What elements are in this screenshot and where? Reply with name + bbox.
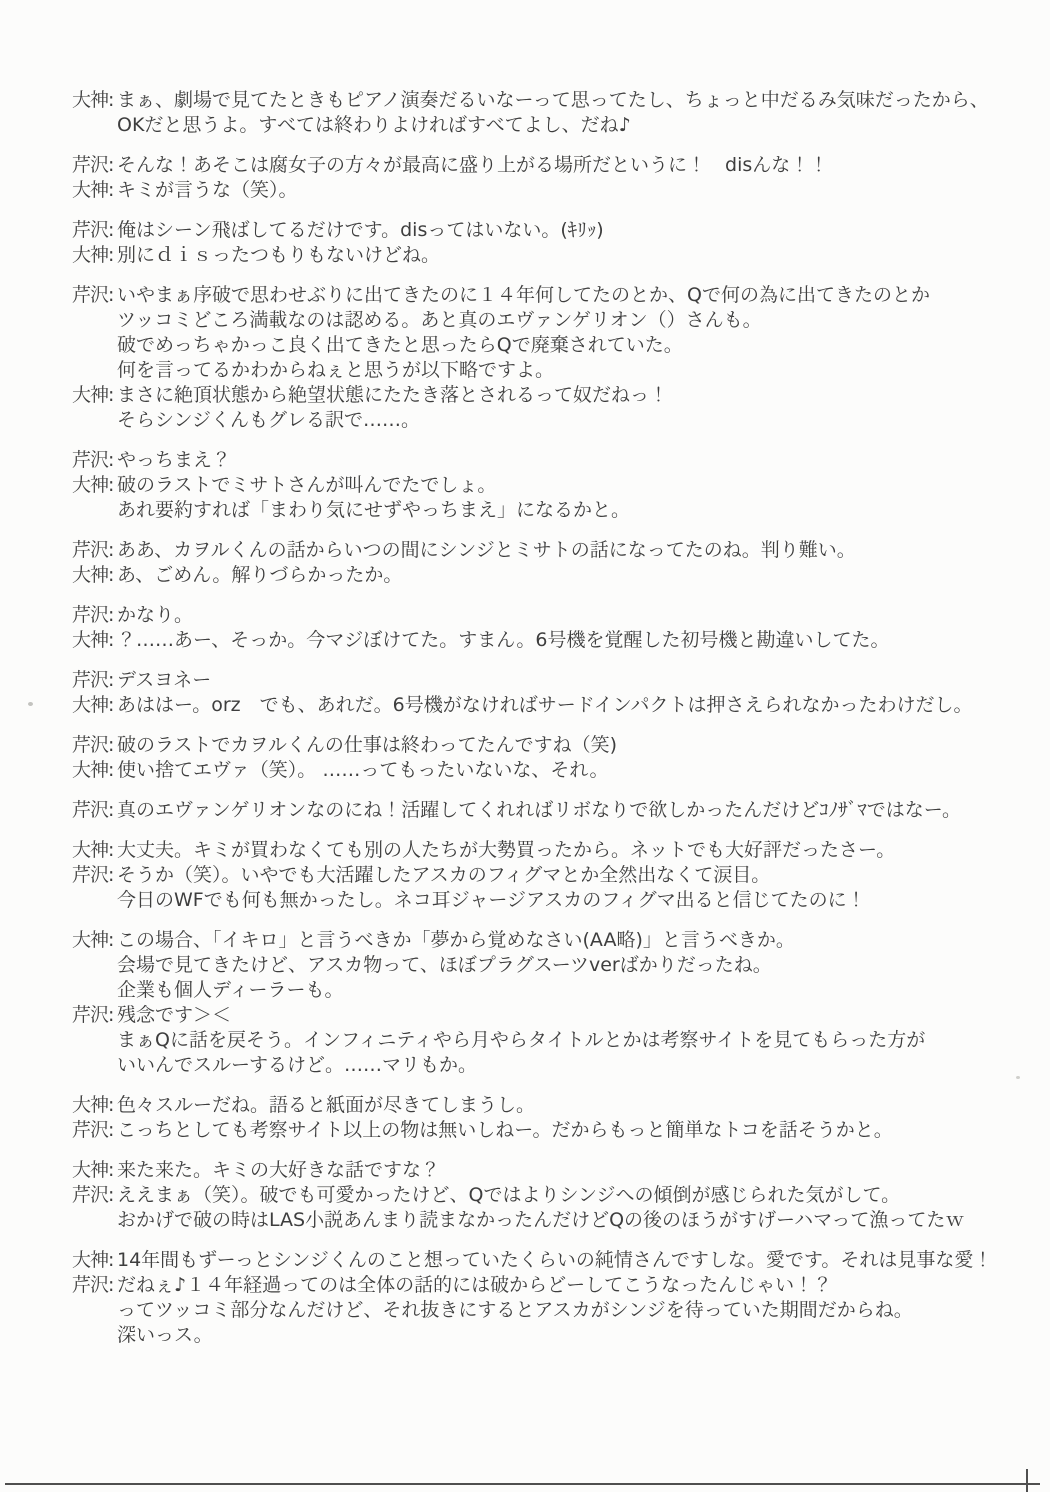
dialogue-line: ええまぁ（笑）。破でも可愛かったけど、Qではよりシンジへの傾倒が感じられた気がして。 bbox=[117, 1184, 901, 1206]
dialogue-line: こっちとしても考察サイト以上の物は無いしねー。だからもっと簡単なトコを話そうかと。 bbox=[117, 1119, 893, 1141]
dialogue-entry bbox=[72, 693, 1032, 718]
dialogue-block bbox=[72, 1093, 1032, 1143]
dialogue-block bbox=[72, 668, 1032, 718]
dialogue-entry bbox=[72, 928, 1032, 1003]
dialogue-entry bbox=[72, 153, 1032, 178]
dialogue-block bbox=[72, 1248, 1032, 1348]
dialogue-entry bbox=[72, 448, 1032, 473]
speaker-label: 大神: bbox=[72, 1249, 114, 1271]
dialogue-entry bbox=[72, 178, 1032, 203]
dialogue-line: 会場で見てきたけど、アスカ物って、ほぼプラグスーツverばかりだったね。 bbox=[117, 954, 772, 976]
speaker-label: 芹沢: bbox=[72, 1119, 114, 1141]
dialogue-entry bbox=[72, 383, 1032, 433]
scan-speck bbox=[28, 702, 33, 706]
dialogue-block bbox=[72, 538, 1032, 588]
dialogue-block bbox=[72, 153, 1032, 203]
speaker-label: 大神: bbox=[72, 384, 114, 406]
dialogue-line: 色々スルーだね。語ると紙面が尽きてしまうし。 bbox=[117, 1094, 536, 1116]
dialogue-line: キミが言うな（笑）。 bbox=[117, 179, 298, 201]
dialogue-line: あ、ごめん。解りづらかったか。 bbox=[117, 564, 403, 586]
scan-edge-tick bbox=[1026, 1469, 1028, 1492]
dialogue-entry bbox=[72, 218, 1032, 243]
dialogue-entry bbox=[72, 1003, 1032, 1078]
dialogue-entry bbox=[72, 1183, 1032, 1233]
dialogue-line: 破のラストでカヲルくんの仕事は終わってたんですね（笑) bbox=[117, 734, 618, 756]
dialogue-block bbox=[72, 88, 1032, 138]
dialogue-entry bbox=[72, 1118, 1032, 1143]
dialogue-entry bbox=[72, 798, 1032, 823]
dialogue-line: そんな！あそこは腐女子の方々が最高に盛り上がる場所だというに！ disんな！！ bbox=[117, 154, 829, 176]
speaker-label: 芹沢: bbox=[72, 734, 114, 756]
speaker-label: 芹沢: bbox=[72, 449, 114, 471]
dialogue-entry bbox=[72, 1248, 1032, 1273]
dialogue-entry bbox=[72, 1093, 1032, 1118]
dialogue-line: ？……あー、そっか。今マジぼけてた。すまん。6号機を覚醒した初号機と勘違いしてた。 bbox=[117, 629, 890, 651]
dialogue-line: 14年間もずーっとシンジくんのこと想っていたくらいの純情さんですしな。愛です。それは見事な愛！ bbox=[117, 1249, 993, 1271]
scan-edge-line bbox=[5, 1483, 1040, 1485]
dialogue-line: ってツッコミ部分なんだけど、それ抜きにするとアスカがシンジを待っていた期間だからね。 bbox=[117, 1299, 913, 1321]
speaker-label: 大神: bbox=[72, 244, 114, 266]
dialogue-transcript bbox=[72, 88, 1032, 1348]
dialogue-line: そらシンジくんもグレる訳で……。 bbox=[117, 409, 421, 431]
dialogue-line: やっちまえ？ bbox=[117, 449, 232, 471]
dialogue-line: 破でめっちゃかっこ良く出てきたと思ったらQで廃棄されていた。 bbox=[117, 334, 683, 356]
speaker-label: 芹沢: bbox=[72, 219, 114, 241]
dialogue-line: ああ、カヲルくんの話からいつの間にシンジとミサトの話になってたのね。判り難い。 bbox=[117, 539, 856, 561]
dialogue-line: いいんでスルーするけど。……マリもか。 bbox=[117, 1054, 478, 1076]
dialogue-line: OKだと思うよ。すべては終わりよければすべてよし、だね♪ bbox=[117, 114, 631, 136]
dialogue-line: まぁ、劇場で見てたときもピアノ演奏だるいなーって思ってたし、ちょっと中だるみ気味だったから、 bbox=[117, 89, 989, 111]
dialogue-entry bbox=[72, 733, 1032, 758]
dialogue-line: 来た来た。キミの大好きな話ですな？ bbox=[117, 1159, 441, 1181]
dialogue-line: いやまぁ序破で思わせぶりに出てきたのに１４年何してたのとか、Qで何の為に出てきたのとか bbox=[117, 284, 930, 306]
speaker-label: 大神: bbox=[72, 1094, 114, 1116]
speaker-label: 芹沢: bbox=[72, 604, 114, 626]
dialogue-entry bbox=[72, 88, 1032, 138]
dialogue-line: 大丈夫。キミが買わなくても別の人たちが大勢買ったから。ネットでも大好評だったさー。 bbox=[117, 839, 896, 861]
dialogue-line: あれ要約すれば「まわり気にせずやっちまえ」になるかと。 bbox=[117, 499, 631, 521]
dialogue-entry bbox=[72, 863, 1032, 913]
dialogue-line: 今日のWFでも何も無かったし。ネコ耳ジャージアスカのフィグマ出ると信じてたのに！ bbox=[117, 889, 866, 911]
dialogue-entry bbox=[72, 563, 1032, 588]
speaker-label: 大神: bbox=[72, 929, 114, 951]
dialogue-block bbox=[72, 838, 1032, 913]
dialogue-entry bbox=[72, 838, 1032, 863]
dialogue-entry bbox=[72, 473, 1032, 523]
dialogue-line: 使い捨てエヴァ（笑）。 ……ってもったいないな、それ。 bbox=[117, 759, 609, 781]
speaker-label: 大神: bbox=[72, 629, 114, 651]
dialogue-line: かなり。 bbox=[117, 604, 194, 626]
speaker-label: 芹沢: bbox=[72, 1004, 114, 1026]
dialogue-block bbox=[72, 1158, 1032, 1233]
dialogue-entry bbox=[72, 243, 1032, 268]
speaker-label: 大神: bbox=[72, 1159, 114, 1181]
dialogue-line: 深いっス。 bbox=[117, 1324, 213, 1346]
dialogue-entry bbox=[72, 1273, 1032, 1348]
dialogue-line: だねぇ♪１４年経過ってのは全体の話的には破からどーしてこうなったんじゃい！？ bbox=[117, 1274, 833, 1296]
dialogue-line: おかげで破の時はLAS小説あんまり読まなかったんだけどQの後のほうがすげーハマって漁ってたｗ bbox=[117, 1209, 965, 1231]
speaker-label: 大神: bbox=[72, 179, 114, 201]
dialogue-line: ツッコミどころ満載なのは認める。あと真のエヴァンゲリオン（）さんも。 bbox=[117, 309, 762, 331]
dialogue-line: あははー。orz でも、あれだ。6号機がなければサードインパクトは押さえられなかったわけだし。 bbox=[117, 694, 973, 716]
dialogue-line: 俺はシーン飛ばしてるだけです。disってはいない。(ｷﾘｯ) bbox=[117, 219, 604, 241]
speaker-label: 芹沢: bbox=[72, 1184, 114, 1206]
dialogue-block bbox=[72, 928, 1032, 1078]
dialogue-block bbox=[72, 218, 1032, 268]
dialogue-line: まさに絶頂状態から絶望状態にたたき落とされるって奴だねっ！ bbox=[117, 384, 669, 406]
dialogue-line: そうか（笑）。いやでも大活躍したアスカのフィグマとか全然出なくて涙目。 bbox=[117, 864, 771, 886]
dialogue-block bbox=[72, 603, 1032, 653]
speaker-label: 芹沢: bbox=[72, 284, 114, 306]
dialogue-line: 破のラストでミサトさんが叫んでたでしょ。 bbox=[117, 474, 497, 496]
dialogue-line: まぁQに話を戻そう。インフィニティやら月やらタイトルとかは考察サイトを見てもらった方が bbox=[117, 1029, 926, 1051]
speaker-label: 芹沢: bbox=[72, 864, 114, 886]
dialogue-entry bbox=[72, 758, 1032, 783]
dialogue-entry bbox=[72, 603, 1032, 628]
dialogue-entry bbox=[72, 1158, 1032, 1183]
dialogue-line: 残念です＞＜ bbox=[117, 1004, 232, 1026]
dialogue-line: この場合、「イキロ」と言うべきか「夢から覚めなさい(AA略)」と言うべきか。 bbox=[117, 929, 795, 951]
dialogue-block bbox=[72, 283, 1032, 433]
dialogue-block bbox=[72, 448, 1032, 523]
dialogue-line: 何を言ってるかわからねぇと思うが以下略ですよ。 bbox=[117, 359, 555, 381]
dialogue-entry bbox=[72, 628, 1032, 653]
dialogue-line: 別にｄｉｓったつもりもないけどね。 bbox=[117, 244, 441, 266]
speaker-label: 大神: bbox=[72, 694, 114, 716]
dialogue-line: デスヨネー bbox=[117, 669, 212, 691]
speaker-label: 芹沢: bbox=[72, 1274, 114, 1296]
speaker-label: 大神: bbox=[72, 564, 114, 586]
dialogue-block bbox=[72, 733, 1032, 783]
dialogue-line: 企業も個人ディーラーも。 bbox=[117, 979, 344, 1001]
speaker-label: 大神: bbox=[72, 89, 114, 111]
speaker-label: 大神: bbox=[72, 839, 114, 861]
speaker-label: 大神: bbox=[72, 759, 114, 781]
speaker-label: 芹沢: bbox=[72, 154, 114, 176]
dialogue-entry bbox=[72, 283, 1032, 383]
dialogue-line: 真のエヴァンゲリオンなのにね！活躍してくれればリボなりで欲しかったんだけどｺﾉｻﾞﾏではなー。 bbox=[117, 799, 961, 821]
speaker-label: 大神: bbox=[72, 474, 114, 496]
speaker-label: 芹沢: bbox=[72, 539, 114, 561]
dialogue-entry bbox=[72, 668, 1032, 693]
scan-speck bbox=[1016, 1076, 1020, 1079]
speaker-label: 芹沢: bbox=[72, 799, 114, 821]
dialogue-block bbox=[72, 798, 1032, 823]
speaker-label: 芹沢: bbox=[72, 669, 114, 691]
dialogue-entry bbox=[72, 538, 1032, 563]
